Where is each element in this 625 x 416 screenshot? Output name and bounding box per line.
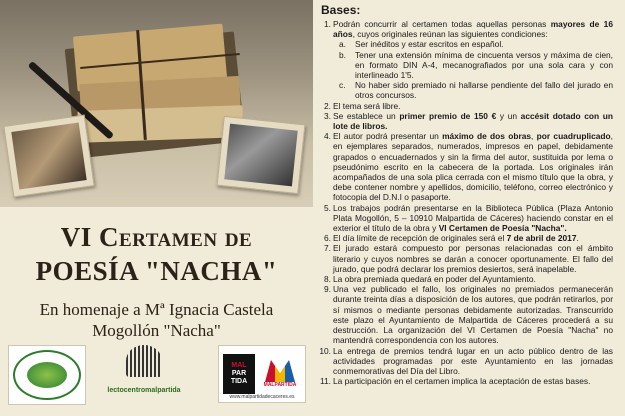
rule-item <box>313 19 613 39</box>
rule-item <box>313 131 613 202</box>
rule-number: 11. <box>319 376 331 387</box>
rule-number: 8. <box>324 274 331 285</box>
poster-subtitle-line2: Mogollón "Nacha" <box>92 321 221 340</box>
rule-text: El tema será libre. <box>333 100 401 111</box>
malpartida-crest-icon <box>265 360 295 382</box>
rule-text: Una vez publicado el fallo, los originales no premiados permanecerán durante treinta días a disposición de los autores, que podrán retirarlos, por sí mismos o mediante personas debidamente autorizadas. Transcurrido este plazo el Ayuntamiento de Malpartida de Cáceres procederá a su destrucción. La organización del VI Certamen de Poesía "Nacha" no mantendrá correspondencia con los autores. <box>333 284 613 346</box>
malpartida-url: www.malpartidadecaceres.es <box>229 394 295 400</box>
rule-number: 9. <box>324 284 331 295</box>
poster-title-line2: POESÍA "NACHA" <box>35 256 278 286</box>
photo-card-left <box>3 115 94 198</box>
rule-item <box>313 284 613 345</box>
lectocentro-label: lectocentromalpartida <box>107 387 181 394</box>
rule-item <box>313 243 613 274</box>
rule-item <box>313 101 613 111</box>
rule-item <box>313 111 613 131</box>
rule-item <box>313 346 613 377</box>
sponsor-logo-malpartida <box>218 345 306 403</box>
rule-number: 5. <box>324 202 331 213</box>
rule-text: La obra premiada quedará en poder del Ayuntamiento. <box>333 274 536 285</box>
rule-text: El jurado estará compuesto por personas relacionadas con el ámbito literario y cuyos nombres se darán a conocer oportunamente. El fallo del jurado, que podrá declarar los premios desiertos, será inapelable. <box>333 243 613 274</box>
rule-subitem: a. Ser inéditos y estar escritos en español. <box>339 39 504 50</box>
rule-number: 4. <box>324 131 331 142</box>
books-photo <box>0 0 313 207</box>
rules-list <box>313 19 613 386</box>
rule-text: La participación en el certamen implica la aceptación de estas bases. <box>333 376 591 387</box>
rule-text: Los trabajos podrán presentarse en la Biblioteca Pública (Plaza Antonio Plata Mogollón, 5 – 10910 Malpartida de Cáceres) haciendo constar en el exterior el título de la obra y VI Certamen de Poesía "Nacha". <box>333 202 613 234</box>
photo-card-right <box>217 116 306 194</box>
sponsor-logo-lectocentro <box>104 345 184 403</box>
rule-text: El día límite de recepción de originales será el 7 de abril de 2017. <box>333 233 579 244</box>
rule-number: 3. <box>324 110 331 121</box>
rule-subitem: c. No haber sido premiado ni hallarse pendiente del fallo del jurado en otros concursos. <box>339 80 613 101</box>
malpartida-crest: MALPARTIDA <box>259 360 301 388</box>
rule-number: 10. <box>319 345 331 356</box>
rule-text: El autor podrá presentar un máximo de dos obras, por cuadruplicado, en ejemplares separados, numerados, impresos en papel, debidamente grapados o encuadernados y sin la firma del autor, sustituida por lema o pseudónimo escrito en la cabecera de la portada. Los originales irán acompañados de una sola plica cerrada con el mismo título que la obra, y debe contener nombre y apellidos, domicilio, teléfono, correo electrónico y fotocopia del D.N.I o pasaporte. <box>333 131 613 203</box>
rule-text: La entrega de premios tendrá lugar en un acto público dentro de las actividades programadas por este Ayuntamiento en las jornadas conmemorativas del Día del Libro. <box>333 345 613 376</box>
rule-number: 7. <box>324 243 331 254</box>
rule-text: Se establece un primer premio de 150 € y un accésit dotado con un lote de libros. <box>333 110 613 132</box>
rule-number: 2. <box>324 100 331 111</box>
poster-subtitle-line1: En homenaje a Mª Ignacia Castela <box>39 300 274 319</box>
rule-number: 6. <box>324 233 331 244</box>
rule-item <box>313 376 613 386</box>
rule-text: Podrán concurrir al certamen todas aquellas personas mayores de 16 años, cuyos originales reúnan las siguientes condiciones: <box>333 19 613 40</box>
rule-subitem: b. Tener una extensión mínima de cincuenta versos y máxima de cien, en formato DIN A-4, mecanografiados por una sola cara y con interlineado 1'5. <box>339 49 613 81</box>
rules-panel <box>313 0 625 416</box>
rule-item <box>313 233 613 243</box>
poster-title-line1: VI Certamen de <box>60 222 253 252</box>
rules-heading: Bases: <box>321 3 361 17</box>
rule-item <box>313 274 613 284</box>
lectocentro-icon <box>126 345 162 377</box>
rule-item <box>313 203 613 234</box>
malpartida-badge: MAL PAR TIDA <box>223 354 255 394</box>
rule-number: 1. <box>324 19 331 29</box>
sponsor-logo-green <box>8 345 86 405</box>
